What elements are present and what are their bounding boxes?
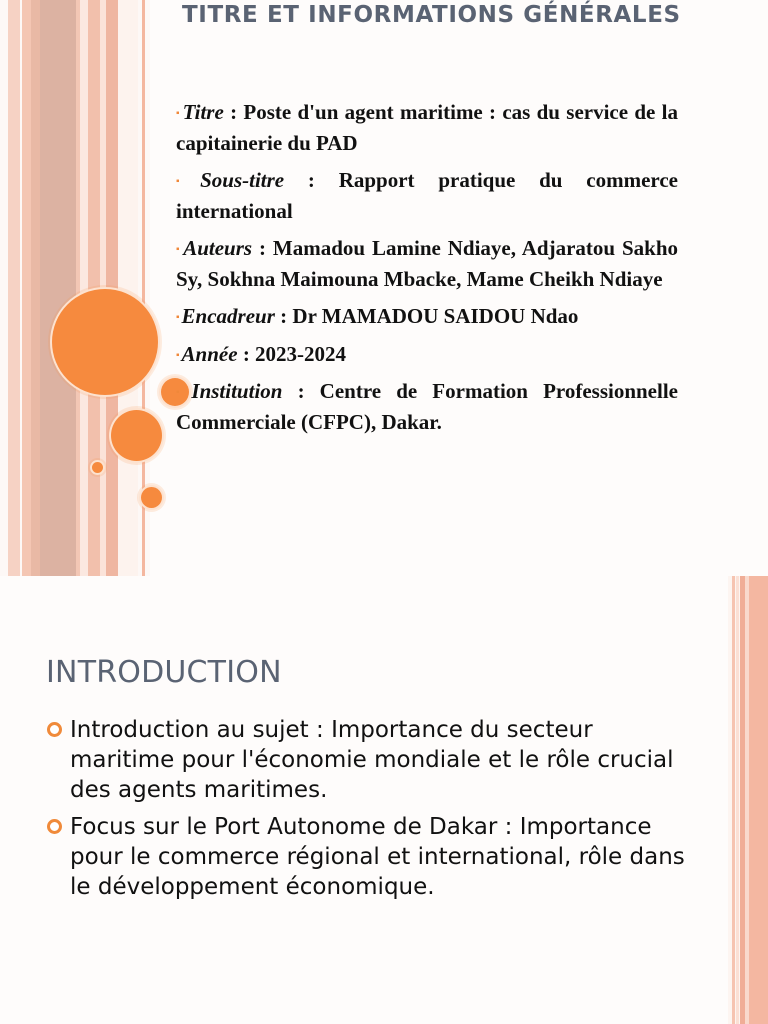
slide-title: TITRE ET INFORMATIONS GÉNÉRALES: [182, 2, 681, 28]
square-bullet-icon: ▪: [176, 244, 182, 255]
slide-introduction: [0, 576, 768, 1024]
ring-bullet-icon: [47, 819, 62, 834]
item-label: Institution: [191, 379, 283, 403]
list-item-encadreur: [176, 301, 678, 332]
decorative-circle-medium: [111, 410, 162, 461]
item-label: Auteurs: [183, 236, 253, 260]
item-text: : Poste d'un agent maritime : cas du service de la capitainerie du PAD: [176, 100, 678, 155]
item-text: : 2023-2024: [237, 341, 347, 366]
decorative-stripes: [0, 0, 150, 576]
list-item-titre: [176, 97, 678, 158]
item-label: Sous-titre: [200, 168, 285, 192]
decorative-stripes: [728, 576, 768, 1024]
item-label: Titre: [182, 100, 224, 124]
slide-title: INTRODUCTION: [46, 655, 282, 690]
list-item: [46, 812, 686, 902]
square-bullet-icon: ▪: [176, 108, 181, 119]
list-item-auteurs: [176, 233, 678, 294]
list-item-annee: [176, 339, 678, 370]
decorative-circle-large: [52, 289, 158, 395]
item-label: Année: [181, 341, 238, 366]
list-item-institution: [176, 376, 678, 437]
list-item: [46, 715, 686, 805]
item-text: : Mamadou Lamine Ndiaye, Adjaratou Sakho Sy, Sokhna Maimouna Mbacke, Mame Cheikh Ndiaye: [176, 236, 679, 291]
item-text: Introduction au sujet : Importance du secteur maritime pour l'économie mondiale et le rôle crucial des agents maritimes.: [70, 717, 674, 803]
list-item-sous-titre: [176, 165, 678, 226]
item-label: Encadreur: [181, 304, 275, 328]
item-text: : Rapport pratique du commerce international: [176, 168, 678, 223]
square-bullet-icon: ▪: [176, 176, 199, 187]
item-text: : Centre de Formation Professionnelle Commerciale (CFPC), Dakar.: [176, 379, 678, 434]
square-bullet-icon: ▪: [176, 312, 180, 323]
item-text: Focus sur le Port Autonome de Dakar : Importance pour le commerce régional et international, rôle dans le développement économique.: [70, 814, 685, 900]
intro-list: [46, 715, 686, 909]
square-bullet-icon: ▪: [176, 349, 180, 361]
decorative-circle-small-2: [141, 487, 162, 508]
square-bullet-icon: ▪: [176, 387, 190, 398]
ring-bullet-icon: [47, 722, 62, 737]
item-text: : Dr MAMADOU SAIDOU Ndao: [274, 304, 579, 328]
info-list: [176, 97, 678, 444]
decorative-circle-tiny: [92, 462, 103, 473]
